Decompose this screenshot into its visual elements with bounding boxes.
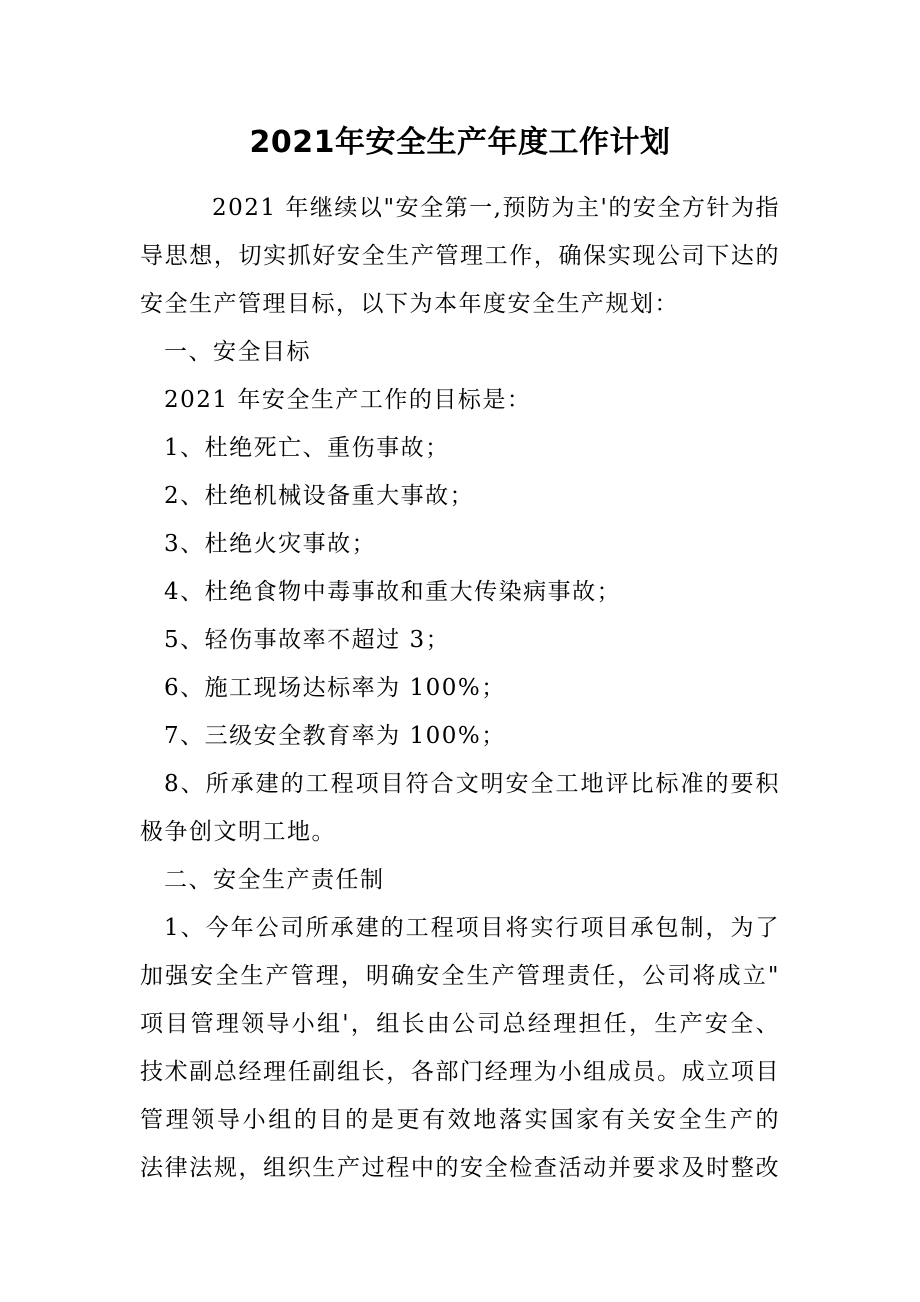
text-line: 2021 年继续以"安全第一,预防为主'的安全方针为指 xyxy=(212,195,780,221)
text-line: 加强安全生产管理，明确安全生产管理责任，公司将成立" xyxy=(140,963,780,989)
text-line: 项目管理领导小组'，组长由公司总经理担任，生产安全、 xyxy=(140,1011,780,1037)
list-item: 8、所承建的工程项目符合文明安全工地评比标准的要积 xyxy=(164,771,780,797)
document-body xyxy=(140,184,780,1192)
list-item: 1、今年公司所承建的工程项目将实行项目承包制，为了 xyxy=(164,915,780,941)
text-line: 法律法规，组织生产过程中的安全检查活动并要求及时整改 xyxy=(140,1155,780,1181)
text-line: 管理领导小组的目的是更有效地落实国家有关安全生产的 xyxy=(140,1107,780,1133)
section-heading: 二、安全生产责任制 xyxy=(164,867,385,893)
text-line: 安全生产管理目标，以下为本年度安全生产规划： xyxy=(140,291,679,317)
document-title: 2021年安全生产年度工作计划 xyxy=(249,125,671,160)
list-item: 6、施工现场达标率为 100%； xyxy=(164,675,506,701)
list-item: 5、轻伤事故率不超过 3； xyxy=(164,627,451,653)
list-item: 1、杜绝死亡、重伤事故； xyxy=(164,435,450,461)
text-line: 2021 年安全生产工作的目标是： xyxy=(164,387,532,413)
list-item: 3、杜绝火灾事故； xyxy=(164,531,377,557)
section-heading: 一、安全目标 xyxy=(164,339,311,365)
list-item: 4、杜绝食物中毒事故和重大传染病事故； xyxy=(164,579,622,605)
text-line: 极争创文明工地。 xyxy=(140,819,336,845)
list-item: 7、三级安全教育率为 100%； xyxy=(164,723,506,749)
list-item: 2、杜绝机械设备重大事故； xyxy=(164,483,475,509)
text-line: 技术副总经理任副组长，各部门经理为小组成员。成立项目 xyxy=(140,1059,780,1085)
text-line: 导思想，切实抓好安全生产管理工作，确保实现公司下达的 xyxy=(140,243,780,269)
